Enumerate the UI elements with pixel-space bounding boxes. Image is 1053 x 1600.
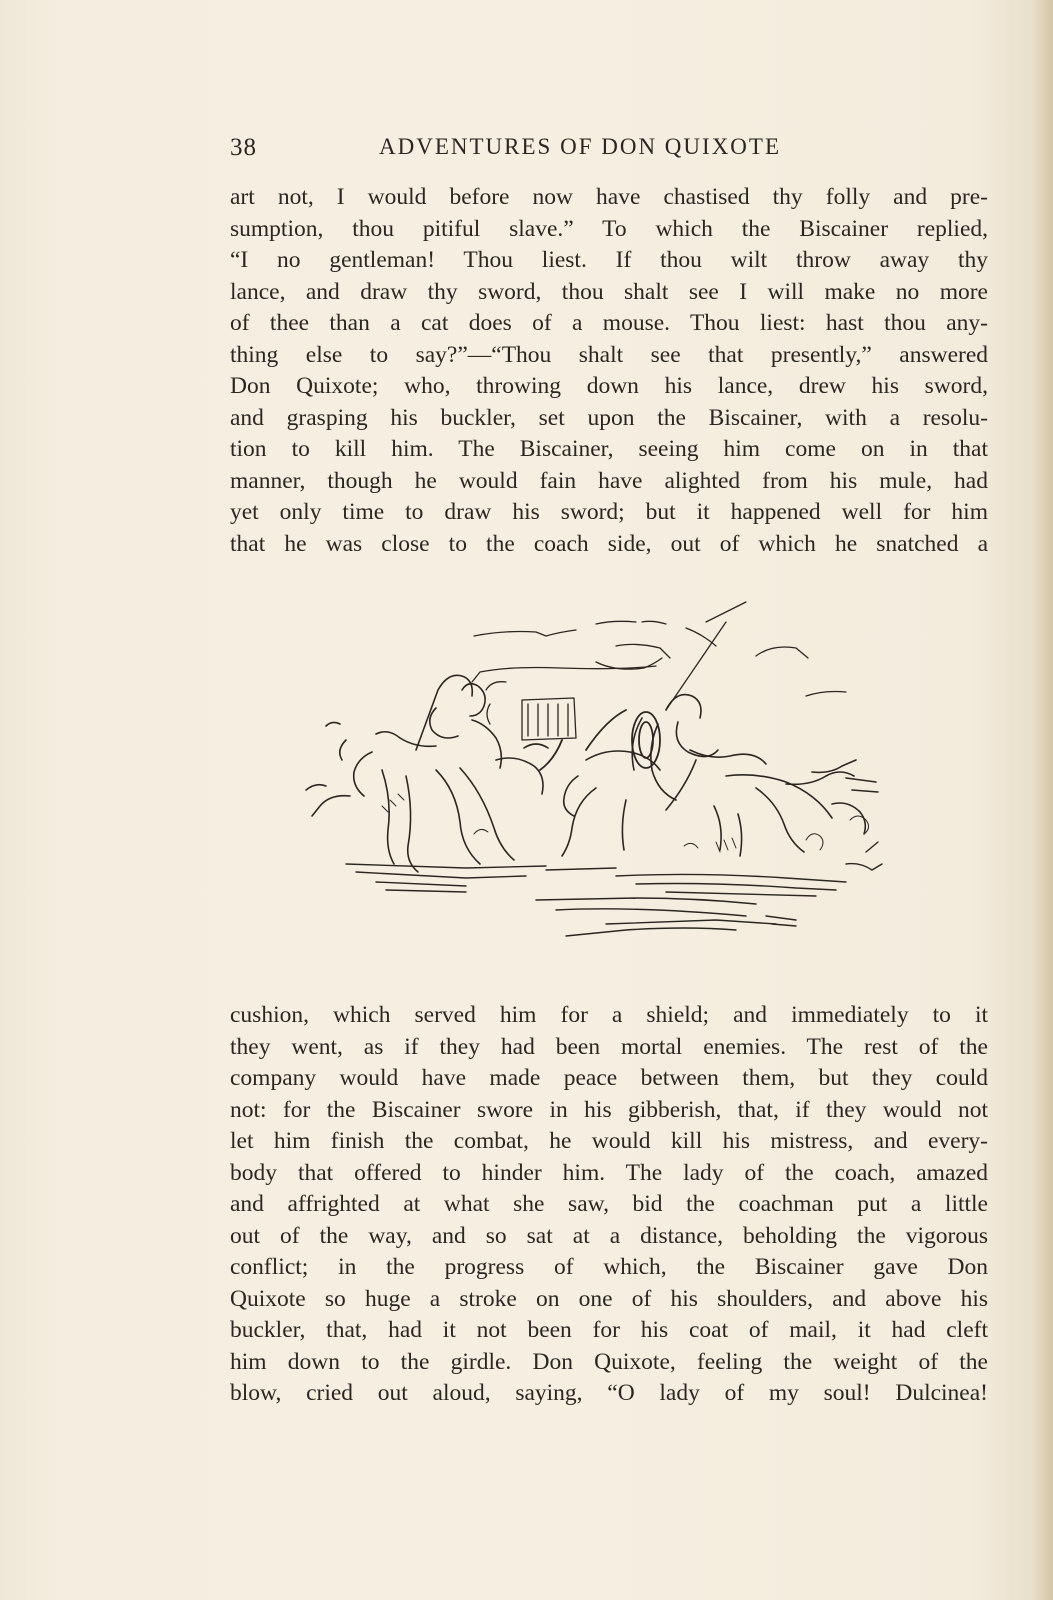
text-line: blow, cried out aloud, saying, “O lady of my soul! Dulcinea! [230,1380,988,1406]
text-line: “I no gentleman! Thou liest. If thou wilt throw away thy [230,247,988,273]
text-line: and grasping his buckler, set upon the Biscainer, with a resolu- [230,404,988,431]
text-line: tion to kill him. The Biscainer, seeing him come on in that [230,436,988,462]
combat-engraving-icon [286,600,926,960]
text-line: him down to the girdle. Don Quixote, feeling the weight of the [230,1348,988,1375]
sky-strokes [474,602,846,710]
body-text-top [230,182,988,560]
text-line: and affrighted at what she saw, bid the coachman put a little [230,1191,988,1217]
don-quixote-figure [562,695,878,856]
text-line: that he was close to the coach side, out of which he snatched a [230,530,988,557]
biscainer-figure [306,675,548,872]
text-line: manner, though he would fain have alighted from his mule, had [230,467,988,494]
text-line: Quixote so huge a stroke on one of his shoulders, and above his [230,1285,988,1312]
ground-hatching [346,842,882,936]
coach-figure [472,666,656,740]
text-line: let him finish the combat, he would kill his mistress, and every- [230,1128,988,1154]
text-line: yet only time to draw his sword; but it happened well for him [230,499,988,525]
page-edge-shadow [1031,0,1053,1600]
text-line: company would have made peace between them, but they could [230,1065,988,1091]
text-line: thing else to say?”—“Thou shalt see that presently,” answered [230,341,988,368]
body-text-bottom [230,1000,988,1410]
running-head [230,132,842,166]
text-line: Don Quixote; who, throwing down his lance, drew his sword, [230,373,988,399]
page-number: 38 [230,134,257,161]
text-line: they went, as if they had been mortal enemies. The rest of the [230,1033,988,1060]
text-line: lance, and draw thy sword, thou shalt see I will make no more [230,278,988,305]
text-line: of thee than a cat does of a mouse. Thou liest: hast thou any- [230,310,988,336]
text-line: art not, I would before now have chastised thy folly and pre- [230,184,988,210]
text-line: out of the way, and so sat at a distance, beholding the vigorous [230,1222,988,1249]
text-line: buckler, that, had it not been for his coat of mail, it had cleft [230,1317,988,1343]
text-line: conflict; in the progress of which, the Biscainer gave Don [230,1254,988,1280]
text-line: not: for the Biscainer swore in his gibberish, that, if they would not [230,1096,988,1123]
text-line: body that offered to hinder him. The lady of the coach, amazed [230,1159,988,1186]
text-line: cushion, which served him for a shield; and immediately to it [230,1002,988,1028]
running-title: ADVENTURES OF DON QUIXOTE [379,134,782,159]
text-line: sumption, thou pitiful slave.” To which the Biscainer replied, [230,215,988,242]
